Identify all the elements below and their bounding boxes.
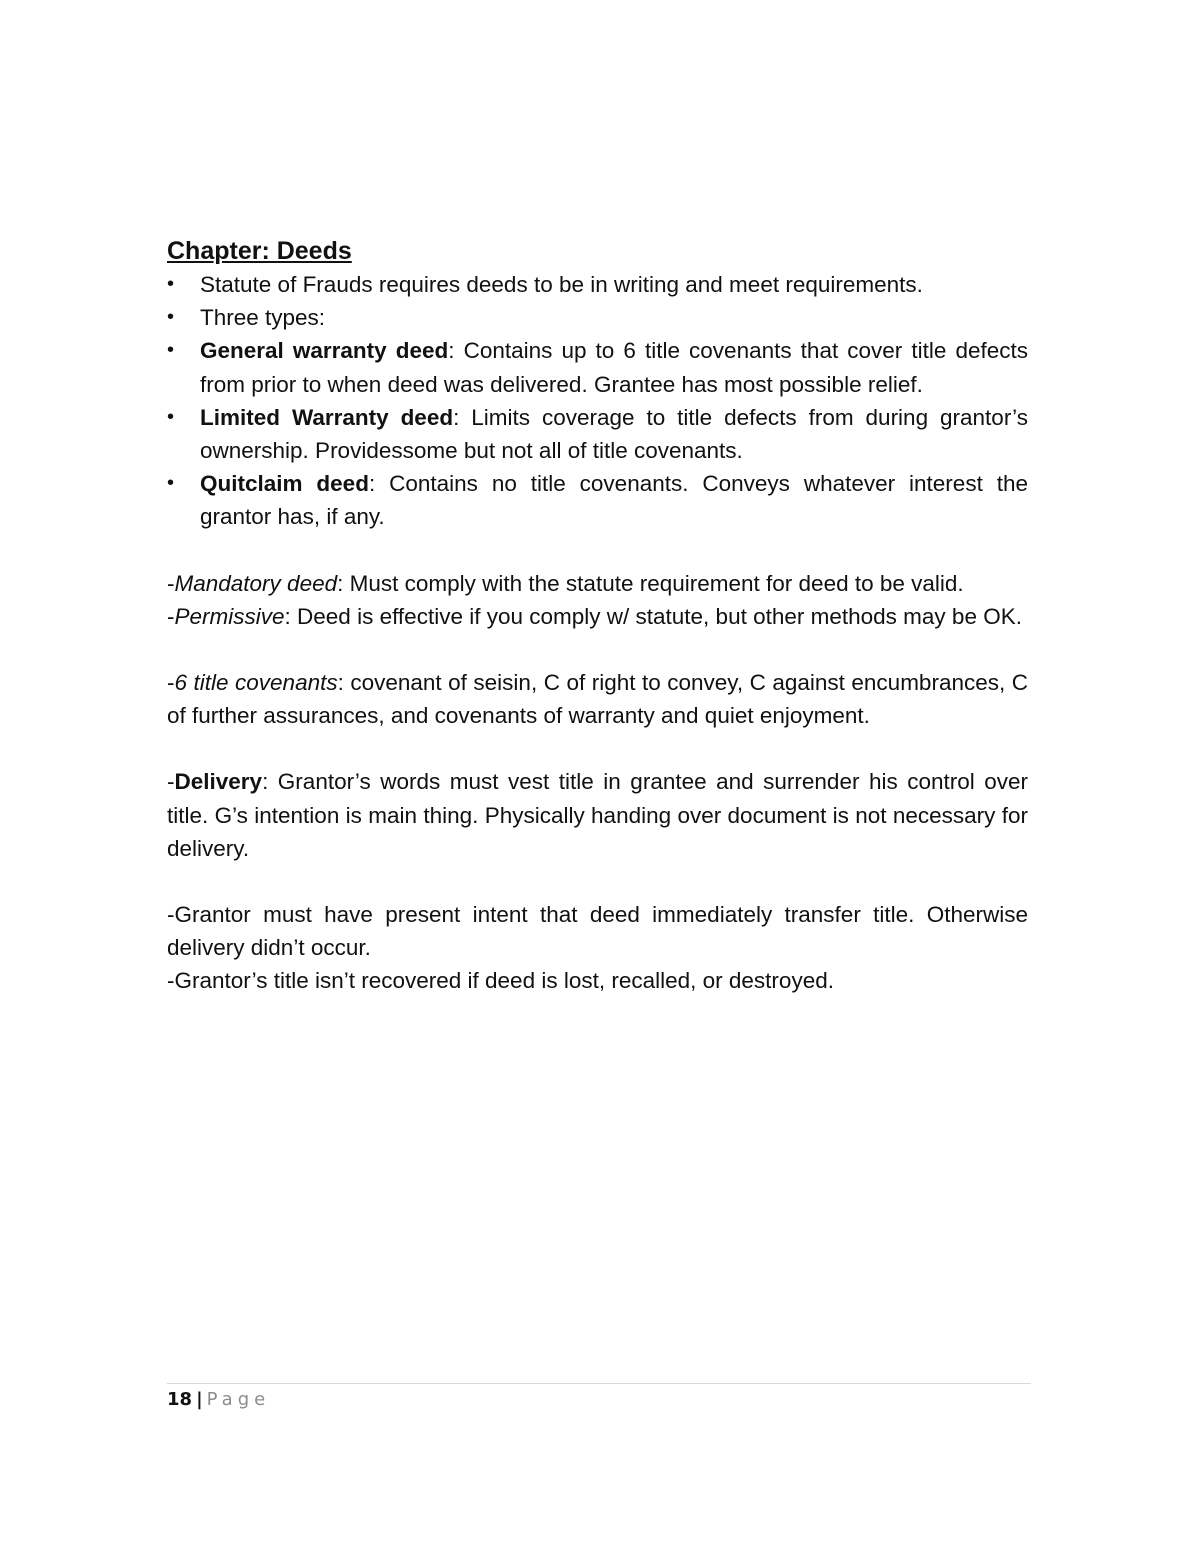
list-item-term: Limited Warranty deed bbox=[200, 404, 454, 430]
list-item bbox=[167, 268, 1028, 301]
paragraph-term: Delivery bbox=[174, 769, 263, 795]
paragraph-text: : Must comply with the statute requirement for deed to be valid. bbox=[337, 570, 964, 596]
paragraph-prefix: - bbox=[167, 769, 175, 795]
list-item bbox=[167, 467, 1028, 533]
list-item-term: General warranty deed bbox=[200, 338, 449, 364]
chapter-heading: Chapter: Deeds bbox=[167, 237, 352, 265]
page-footer bbox=[167, 1387, 270, 1413]
present-intent-paragraph: -Grantor must have present intent that deed immediately transfer title. Otherwise delivery didn’t occur. bbox=[167, 902, 1028, 961]
paragraph-text: : covenant of seisin, C of right to convey, C against encumbrances, C of further assurances, and covenants of warranty and quiet enjoyment. bbox=[167, 670, 1028, 729]
paragraph-term: 6 title covenants bbox=[174, 670, 338, 696]
page-label: Page bbox=[206, 1389, 271, 1410]
deed-types-list bbox=[167, 268, 1028, 534]
page-number: 18 bbox=[167, 1389, 193, 1410]
paragraph-prefix: - bbox=[167, 570, 175, 596]
footer-divider bbox=[167, 1383, 1031, 1384]
paragraph-prefix: - bbox=[167, 603, 175, 629]
list-item-text: Three types: bbox=[200, 305, 326, 331]
paragraph-text: : Grantor’s words must vest title in grantee and surrender his control over title. G’s intention is main thing. Physically handing over document is not necessary for delivery. bbox=[167, 769, 1028, 861]
paragraph-term: Mandatory deed bbox=[174, 570, 338, 596]
permissive-paragraph bbox=[167, 600, 1028, 633]
list-item bbox=[167, 334, 1028, 400]
list-item-text: : Contains up to 6 title covenants that cover title defects from prior to when deed was delivered. Grantee has most possible relief. bbox=[200, 338, 1028, 397]
list-item-text: : Contains no title covenants. Conveys whatever interest the grantor has, if any. bbox=[200, 471, 1028, 530]
list-item-term: Quitclaim deed bbox=[200, 471, 369, 497]
footer-separator: | bbox=[196, 1389, 203, 1410]
list-item bbox=[167, 401, 1028, 467]
title-covenants-paragraph bbox=[167, 666, 1028, 732]
mandatory-deed-paragraph bbox=[167, 567, 1028, 600]
list-item-text: : Limits coverage to title defects from during grantor’s ownership. Providessome but not all of title covenants. bbox=[200, 404, 1028, 464]
list-item-text: Statute of Frauds requires deeds to be in writing and meet requirements. bbox=[200, 272, 923, 297]
delivery-paragraph bbox=[167, 765, 1028, 865]
title-recovery-paragraph: -Grantor’s title isn’t recovered if deed is lost, recalled, or destroyed. bbox=[167, 968, 834, 994]
paragraph-prefix: - bbox=[167, 670, 175, 696]
paragraph-text: : Deed is effective if you comply w/ statute, but other methods may be OK. bbox=[284, 603, 1022, 629]
document-body bbox=[167, 234, 1028, 998]
paragraph-term: Permissive bbox=[174, 603, 285, 629]
list-item bbox=[167, 301, 1028, 334]
